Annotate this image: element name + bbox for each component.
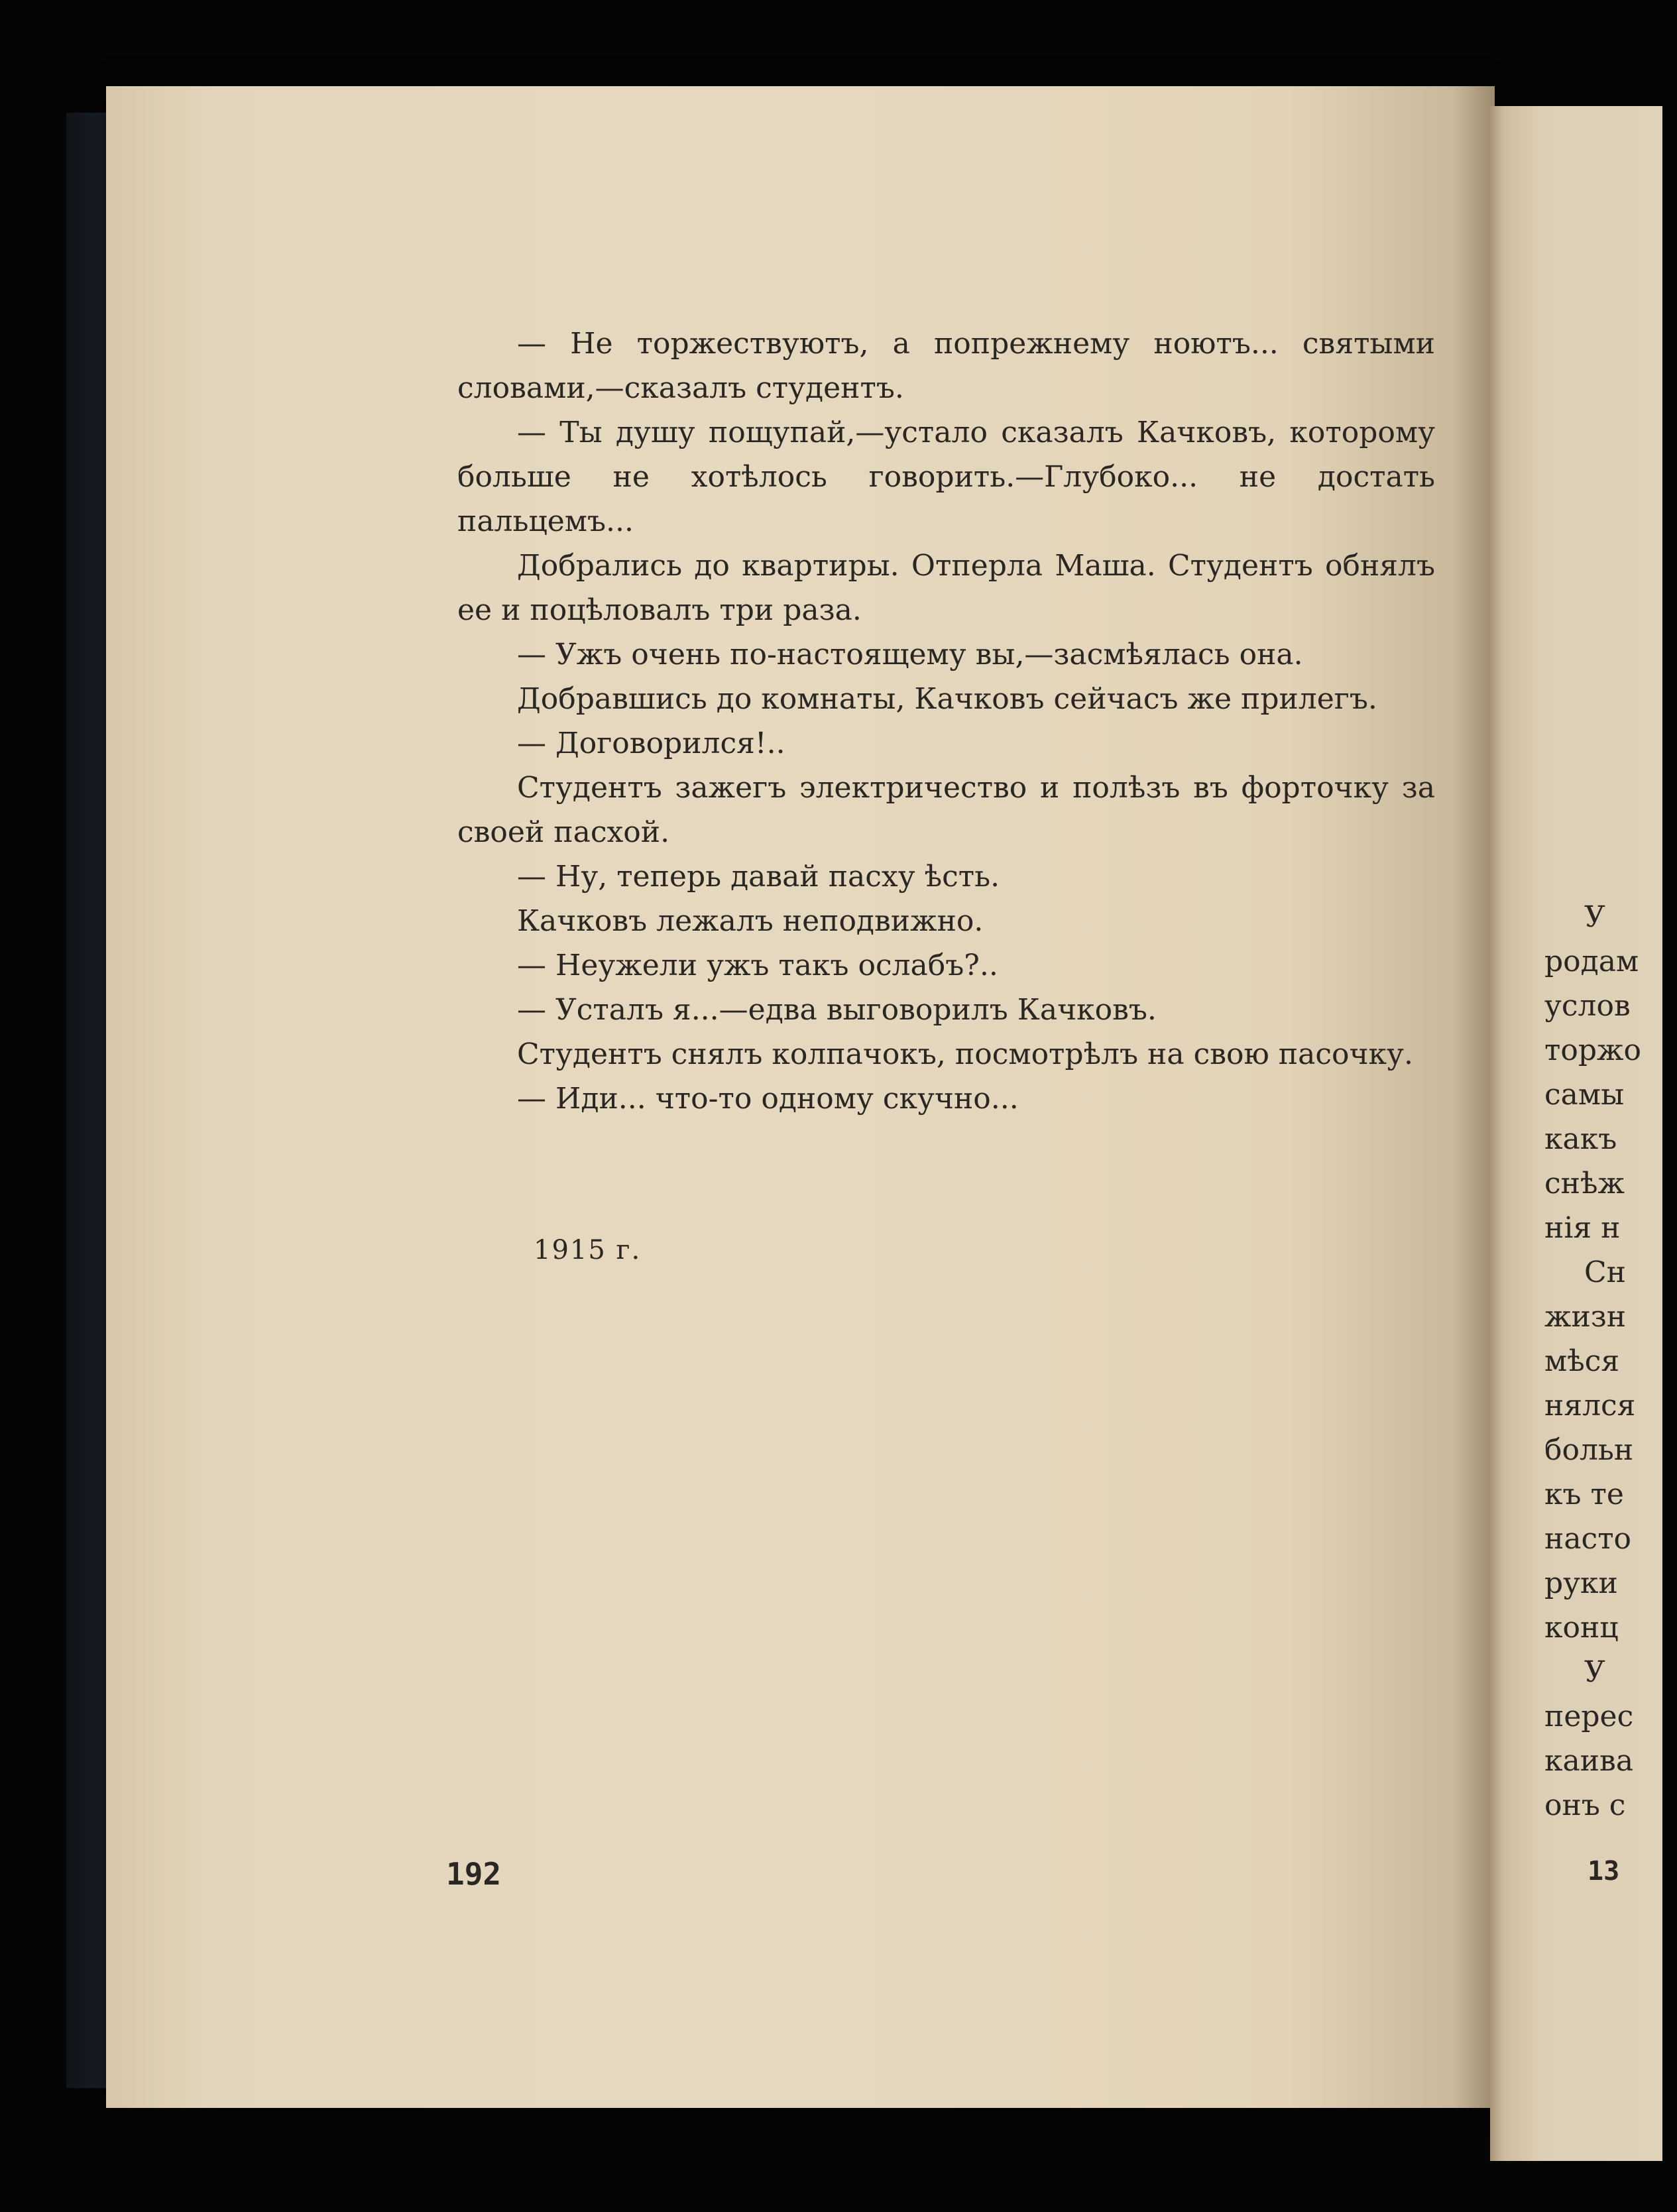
right-line: мѣся bbox=[1544, 1344, 1620, 1378]
paragraph: Студентъ снялъ колпачокъ, посмотрѣлъ на свою пасочку. bbox=[517, 1037, 1413, 1071]
right-line: услов bbox=[1544, 989, 1631, 1023]
right-line: каива bbox=[1544, 1744, 1634, 1778]
right-line: жизн bbox=[1544, 1300, 1627, 1334]
paragraph: Добравшись до комнаты, Качковъ сейчасъ же прилегъ. bbox=[517, 682, 1377, 716]
paragraph: — Ты душу пощупай,—устало сказалъ Качковъ, которому больше не хотѣлось говорить.—Глубоко... не достать пальцемъ... bbox=[457, 416, 1435, 538]
right-line: конц bbox=[1544, 1611, 1619, 1645]
paragraph: Студентъ зажегъ электричество и полѣзъ въ форточку за своей пасхой. bbox=[457, 771, 1435, 849]
paragraph: Качковъ лежалъ неподвижно. bbox=[517, 904, 984, 938]
right-line: перес bbox=[1544, 1700, 1634, 1733]
paragraph: — Иди... что-то одному скучно... bbox=[517, 1082, 1019, 1116]
right-line: Сн bbox=[1584, 1255, 1626, 1289]
right-line: насто bbox=[1544, 1522, 1632, 1556]
right-line: руки bbox=[1544, 1566, 1618, 1600]
right-line: какъ bbox=[1544, 1122, 1617, 1156]
paragraph: — Не торжествуютъ, а попрежнему ноютъ... святыми словами,—сказалъ студентъ. bbox=[457, 327, 1435, 405]
right-line: самы bbox=[1544, 1078, 1625, 1112]
right-page-text bbox=[1544, 895, 1677, 1828]
paragraph: — Ну, теперь давай пасху ѣсть. bbox=[517, 860, 1000, 894]
right-line: торжо bbox=[1544, 1033, 1641, 1067]
date-line: 1915 г. bbox=[534, 1235, 642, 1265]
page-number-left: 192 bbox=[446, 1856, 502, 1892]
paragraph: — Усталъ я...—едва выговорилъ Качковъ. bbox=[517, 993, 1157, 1027]
paragraph: — Ужъ очень по-настоящему вы,—засмѣялась она. bbox=[517, 638, 1303, 671]
right-line: онъ с bbox=[1544, 1788, 1626, 1822]
right-line: У bbox=[1584, 900, 1605, 934]
right-line: родам bbox=[1544, 945, 1639, 978]
right-line: У bbox=[1584, 1655, 1605, 1689]
right-line: къ те bbox=[1544, 1478, 1624, 1511]
paragraph: — Договорился!.. bbox=[517, 727, 785, 760]
page-number-right: 13 bbox=[1588, 1856, 1620, 1887]
left-page-text bbox=[457, 321, 1435, 1121]
right-line: снѣж bbox=[1544, 1167, 1625, 1200]
paragraph: — Неужели ужъ такъ ослабъ?.. bbox=[517, 949, 998, 982]
right-line: нія н bbox=[1544, 1211, 1621, 1245]
paragraph: Добрались до квартиры. Отперла Маша. Студентъ обнялъ ее и поцѣловалъ три раза. bbox=[457, 549, 1435, 627]
right-line: больн bbox=[1544, 1433, 1634, 1467]
right-line: нялся bbox=[1544, 1389, 1636, 1423]
